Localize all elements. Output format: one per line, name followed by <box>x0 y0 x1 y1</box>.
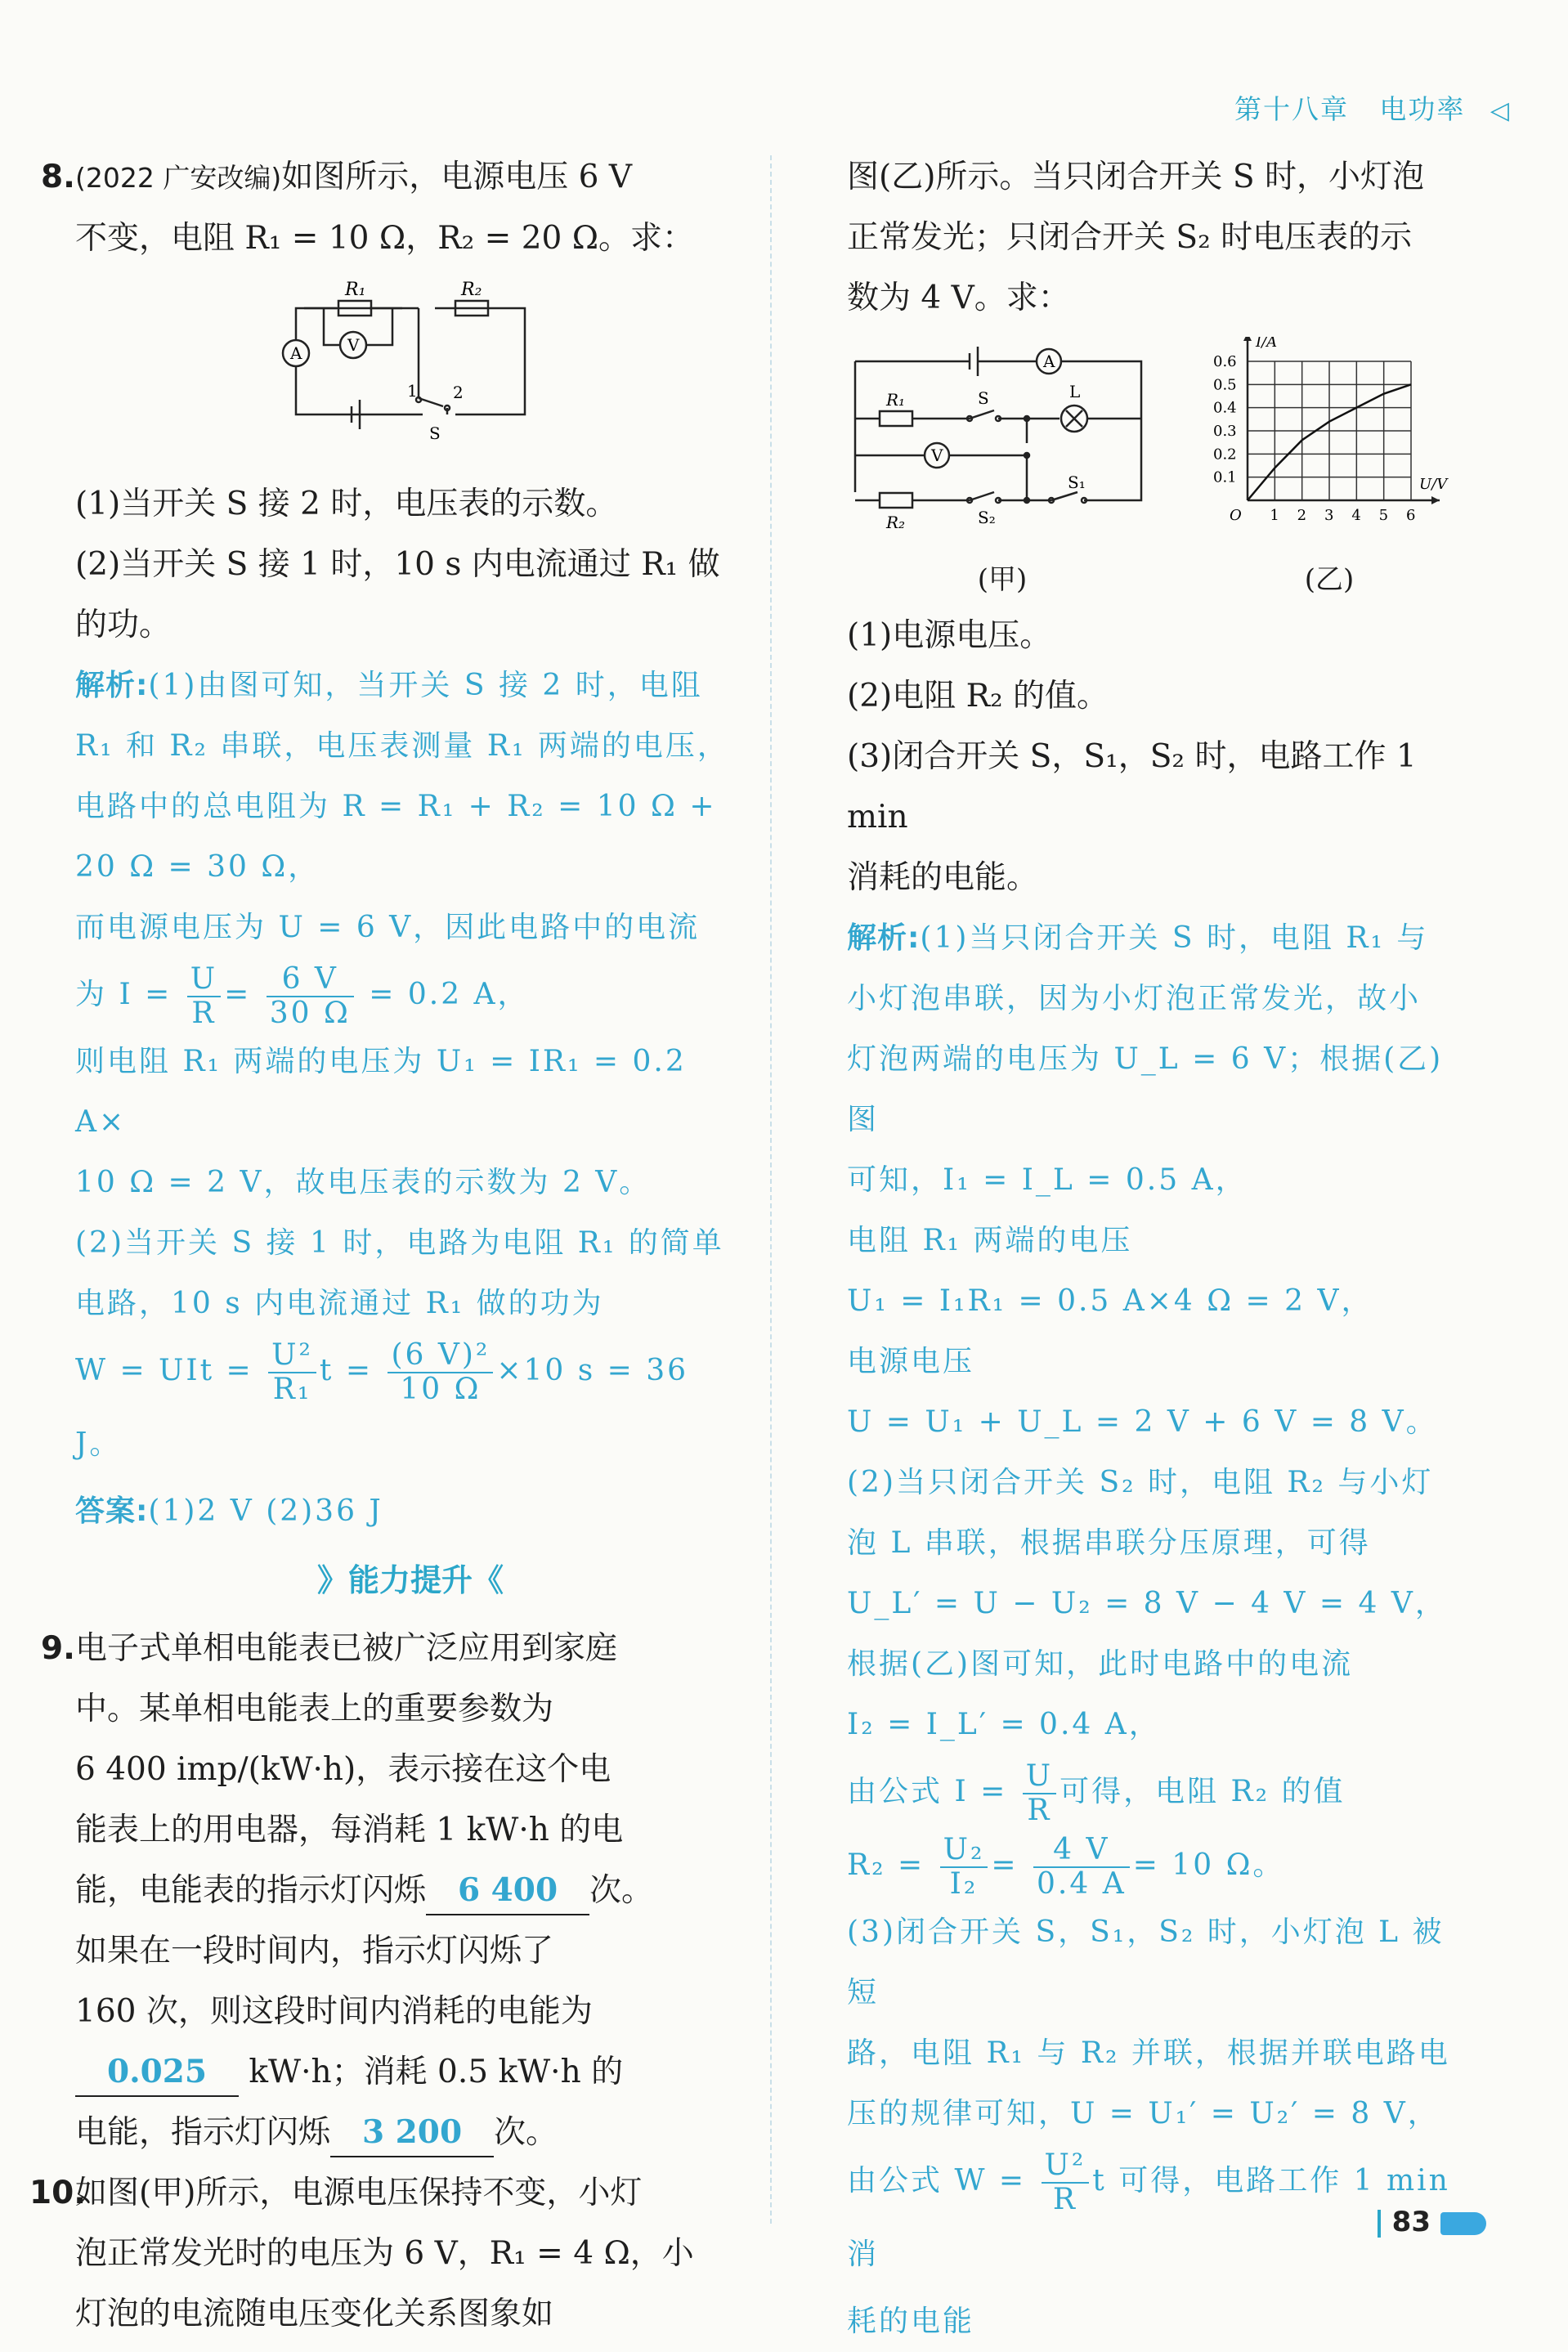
q10-a20: 耗的电能 <box>847 2305 975 2338</box>
q8-a10: 电路，10 s 内电流通过 R₁ 做的功为 <box>75 1287 604 1320</box>
fraction <box>268 1339 316 1406</box>
q8-analysis-label: 解析: <box>75 669 149 702</box>
fig-b-caption: (乙) <box>1304 563 1355 596</box>
q10-a9: (2)当只闭合开关 S₂ 时，电阻 R₂ 与小灯 <box>847 1466 1434 1499</box>
q9-l8 <box>75 2042 746 2103</box>
q8-a11-pre: W = UIt = <box>75 1354 253 1387</box>
den: 10 Ω <box>400 1373 482 1406</box>
q10-figure-b <box>1207 337 1452 598</box>
q8-circuit-diagram <box>75 276 746 468</box>
q10-a15-pre: R₂ = <box>847 1848 925 1882</box>
q10-sub3a: (3)闭合开关 S，S₁，S₂ 时，电路工作 1 min <box>847 738 1417 836</box>
q8-a5: 而电源电压为 U = 6 V，因此电路中的电流 <box>75 911 701 944</box>
fraction <box>267 963 354 1030</box>
q9-l9-post: 次。 <box>494 2114 558 2151</box>
q8-pos2-label: 2 <box>453 383 464 402</box>
y-tick-label: 0.3 <box>1213 423 1237 440</box>
y-tick-label: 0.2 <box>1213 446 1237 464</box>
den: 30 Ω <box>269 997 351 1030</box>
q8-number: 8. <box>41 159 75 195</box>
q9-l9 <box>75 2103 746 2163</box>
q9-blank2[interactable]: 0.025 <box>75 2048 239 2097</box>
q9-l5-pre: 能，电能表的指示灯闪烁 <box>75 1872 427 1909</box>
q8-sub1: (1)当开关 S 接 2 时，电压表的示数。 <box>75 486 618 522</box>
fraction <box>388 1339 493 1406</box>
q8-answer: (1)2 V (2)36 J <box>148 1494 383 1528</box>
q9-l3: 6 400 imp/(kW·h)，表示接在这个电 <box>75 1751 612 1788</box>
fig-a-lamp: L <box>1069 382 1081 401</box>
x-tick-label: 1 <box>1270 507 1279 524</box>
fig-a-r2: R₂ <box>886 513 906 532</box>
q10-a13: I₂ = I_L′ = 0.4 A， <box>847 1708 1161 1741</box>
q10-r3: 数为 4 V。求： <box>847 280 1070 316</box>
q8-stem1: 如图所示，电源电压 6 V <box>281 159 633 195</box>
q10-sub1: (1)电源电压。 <box>847 617 1052 654</box>
q10-a12: 根据(乙)图可知，此时电路中的电流 <box>847 1647 1354 1681</box>
y-tick-label: 0.5 <box>1213 376 1237 394</box>
num: 4 V <box>1033 1834 1130 1868</box>
q8-a11-post: ×10 s = 36 J。 <box>75 1354 689 1461</box>
q8-stem-line2: 不变，电阻 R₁ = 10 Ω，R₂ = 20 Ω。求： <box>75 220 695 257</box>
q10-sub2: (2)电阻 R₂ 的值。 <box>847 678 1109 715</box>
q8-a6: 为 I = $\frac{U}{R}$ = $\frac{6 V}{30 \Omega}$ = 0.2 A， <box>75 962 530 1030</box>
q10-l3: 灯泡的电流随电压变化关系图象如 <box>75 2296 554 2332</box>
q9-blank3[interactable]: 3 200 <box>330 2108 494 2157</box>
q8-a2: R₁ 和 R₂ 串联，电压表测量 R₁ 两端的电压， <box>75 729 729 763</box>
q10-analysis <box>847 908 1452 2352</box>
triangle-left-icon: ◁ <box>1490 96 1511 125</box>
q10-analysis-label: 解析: <box>847 921 921 955</box>
q9-l4: 能表上的用电器，每消耗 1 kW·h 的电 <box>75 1812 624 1848</box>
q10-a3: 灯泡两端的电压为 U_L = 6 V；根据(乙)图 <box>847 1042 1444 1136</box>
q9-number: 9. <box>41 1630 75 1667</box>
q10-a14-post: 可得，电阻 R₂ 的值 <box>1060 1775 1346 1808</box>
q8-a9: (2)当开关 S 接 1 时，电路为电阻 R₁ 的简单 <box>75 1226 724 1260</box>
q10-figure-a <box>847 337 1158 598</box>
chapter-label: 第十八章 <box>1234 93 1349 125</box>
y-tick-label: 0.4 <box>1213 399 1237 417</box>
fraction <box>187 963 221 1030</box>
y-axis-arrow <box>1243 337 1252 341</box>
q8-switch-label: S <box>429 423 441 443</box>
q9-blank1[interactable]: 6 400 <box>426 1866 589 1915</box>
fraction <box>940 1834 988 1901</box>
page-decoration-icon <box>1440 2212 1486 2235</box>
den: I₂ <box>949 1867 979 1901</box>
fraction <box>1033 1834 1130 1901</box>
q9-l9-pre: 电能，指示灯闪烁 <box>75 2114 331 2151</box>
q8-a7: 则电阻 R₁ 两端的电压为 U₁ = IR₁ = 0.2 A× <box>75 1045 687 1139</box>
num: (6 V)² <box>388 1339 493 1373</box>
q10-a19-pre: 由公式 W = <box>847 2164 1027 2197</box>
left-column <box>29 147 746 2345</box>
q8-analysis <box>75 656 746 1542</box>
x-axis-label: U/V <box>1419 476 1448 493</box>
x-tick-label: 2 <box>1297 507 1307 524</box>
x-axis-arrow <box>1431 496 1440 504</box>
q9-line1 <box>41 1619 746 1679</box>
q8-r1-label: R₁ <box>345 280 366 300</box>
q10-a10: 泡 L 串联，根据串联分压原理，可得 <box>847 1526 1371 1560</box>
q8-pos1-label: 1 <box>407 381 418 401</box>
y-axis-label: I/A <box>1256 337 1278 351</box>
chapter-header <box>1234 88 1511 127</box>
q10-sub3b: 消耗的电能。 <box>847 859 1039 896</box>
q8-a4: 20 Ω = 30 Ω， <box>75 850 320 884</box>
section-title: 》能力提升《 <box>316 1562 504 1598</box>
origin-label: O <box>1230 507 1242 524</box>
q8-ammeter-label: A <box>290 343 302 363</box>
q10-l2: 泡正常发光时的电压为 6 V，R₁ = 4 Ω，小 <box>75 2235 694 2272</box>
x-tick-label: 4 <box>1351 507 1361 524</box>
q9-l2: 中。某单相电能表上的重要参数为 <box>75 1691 554 1727</box>
num: U <box>1023 1760 1056 1794</box>
fig-a-s1: S₁ <box>1068 473 1086 492</box>
num: U² <box>1042 2149 1090 2184</box>
q8-sub2b: 的功。 <box>75 607 172 643</box>
den: R <box>191 997 217 1030</box>
chapter-title: 电功率 <box>1379 93 1466 125</box>
fraction <box>1023 1760 1056 1827</box>
q9-l5-post: 次。 <box>589 1872 654 1909</box>
q9-l1: 电子式单相电能表已被广泛应用到家庭 <box>75 1630 618 1667</box>
q10-number: 10. <box>29 2175 87 2211</box>
fig-a-caption: (甲) <box>977 563 1028 596</box>
q10-a19 <box>847 2144 1452 2292</box>
q10-a7: 电源电压 <box>847 1345 975 1378</box>
fig-a-ammeter: A <box>1043 352 1055 371</box>
q10-a2: 小灯泡串联，因为小灯泡正常发光，故小 <box>847 982 1422 1015</box>
num: U² <box>268 1339 316 1373</box>
fig-a-voltmeter: V <box>931 446 943 465</box>
den: 0.4 A <box>1037 1867 1127 1901</box>
fraction <box>1042 2149 1090 2216</box>
q10-a8: U = U₁ + U_L = 2 V + 6 V = 8 V。 <box>847 1405 1438 1439</box>
q10-a5: 电阻 R₁ 两端的电压 <box>847 1224 1133 1257</box>
q8-a6-pre: 为 I = <box>75 978 172 1011</box>
q9-l5 <box>75 1861 746 1921</box>
q8-a1: (1)由图可知，当开关 S 接 2 时，电阻 <box>148 669 703 702</box>
right-column <box>847 147 1452 2352</box>
q10-a11: U_L′ = U − U₂ = 8 V − 4 V = 4 V， <box>847 1587 1447 1620</box>
q9-l7: 160 次，则这段时间内消耗的电能为 <box>75 1993 593 2030</box>
q8-a11-mid: t = <box>319 1354 373 1387</box>
y-tick-label: 0.6 <box>1213 353 1237 370</box>
q10-a6: U₁ = I₁R₁ = 0.5 A×4 Ω = 2 V， <box>847 1284 1373 1318</box>
q10-a14-pre: 由公式 I = <box>847 1775 1008 1808</box>
q8-stem-line1 <box>41 147 746 208</box>
q10-r2: 正常发光；只闭合开关 S₂ 时电压表的示 <box>847 219 1413 256</box>
q8-a6-post: = 0.2 A， <box>369 978 530 1011</box>
y-tick-label: 0.1 <box>1213 468 1237 486</box>
q10-a19-post: t 可得，电路工作 1 min 消 <box>847 2164 1450 2271</box>
q10-a15: R₂ = $\frac{\text{U₂}}{\text{I₂}}$ = $\frac{4 V}{0.4 A}$ = 10 Ω。 <box>847 1833 1285 1901</box>
iv-chart <box>1207 337 1452 541</box>
q8-source: (2022 广安改编) <box>75 162 282 194</box>
q8-sub2a: (2)当开关 S 接 1 时，10 s 内电流通过 R₁ 做 <box>75 546 720 583</box>
x-tick-label: 3 <box>1324 507 1334 524</box>
x-tick-label: 6 <box>1406 507 1416 524</box>
q10-figures <box>847 337 1452 598</box>
q10-l1: 如图(甲)所示，电源电压保持不变，小灯 <box>75 2175 643 2211</box>
fig-a-s2: S₂ <box>978 508 996 527</box>
page-number: 83 <box>1391 2206 1431 2238</box>
num: 6 V <box>267 963 354 997</box>
q10-a18: 压的规律可知，U = U₁′ = U₂′ = 8 V， <box>847 2097 1440 2130</box>
q9-l8-post: kW·h；消耗 0.5 kW·h 的 <box>249 2054 624 2090</box>
q10-a14 <box>847 1755 1452 1829</box>
q10-a16: (3)闭合开关 S，S₁，S₂ 时，小灯泡 L 被短 <box>847 1915 1445 2009</box>
q8-r2-label: R₂ <box>461 280 482 300</box>
q8-answer-label: 答案: <box>75 1494 149 1528</box>
q8-a3: 电路中的总电阻为 R = R₁ + R₂ = 10 Ω + <box>75 790 717 823</box>
q9-l6: 如果在一段时间内，指示灯闪烁了 <box>75 1933 554 1969</box>
page-number-block <box>1378 2206 1486 2238</box>
den: R <box>1027 1794 1052 1827</box>
q8-a8: 10 Ω = 2 V，故电压表的示数为 2 V。 <box>75 1166 652 1199</box>
den: R <box>1052 2183 1077 2216</box>
q8-voltmeter-label: V <box>347 335 360 355</box>
x-tick-label: 5 <box>1378 507 1389 524</box>
fig-a-s: S <box>978 388 989 408</box>
fig-a-r1: R₁ <box>886 390 906 410</box>
q10-a15-post: = 10 Ω。 <box>1132 1848 1285 1882</box>
q10-a1: (1)当只闭合开关 S 时，电阻 R₁ 与 <box>920 921 1429 955</box>
num: U <box>187 963 221 997</box>
column-divider <box>770 155 772 2224</box>
den: R₁ <box>272 1373 312 1406</box>
q10-a4: 可知，I₁ = I_L = 0.5 A， <box>847 1163 1248 1197</box>
q10-line1 <box>29 2163 746 2224</box>
q10-r1: 图(乙)所示。当只闭合开关 S 时，小灯泡 <box>847 159 1424 195</box>
page-bar <box>1378 2210 1381 2238</box>
num: U₂ <box>940 1834 988 1868</box>
q10-a17: 路，电阻 R₁ 与 R₂ 并联，根据并联电路电 <box>847 2036 1450 2070</box>
q8-a11 <box>75 1334 746 1481</box>
